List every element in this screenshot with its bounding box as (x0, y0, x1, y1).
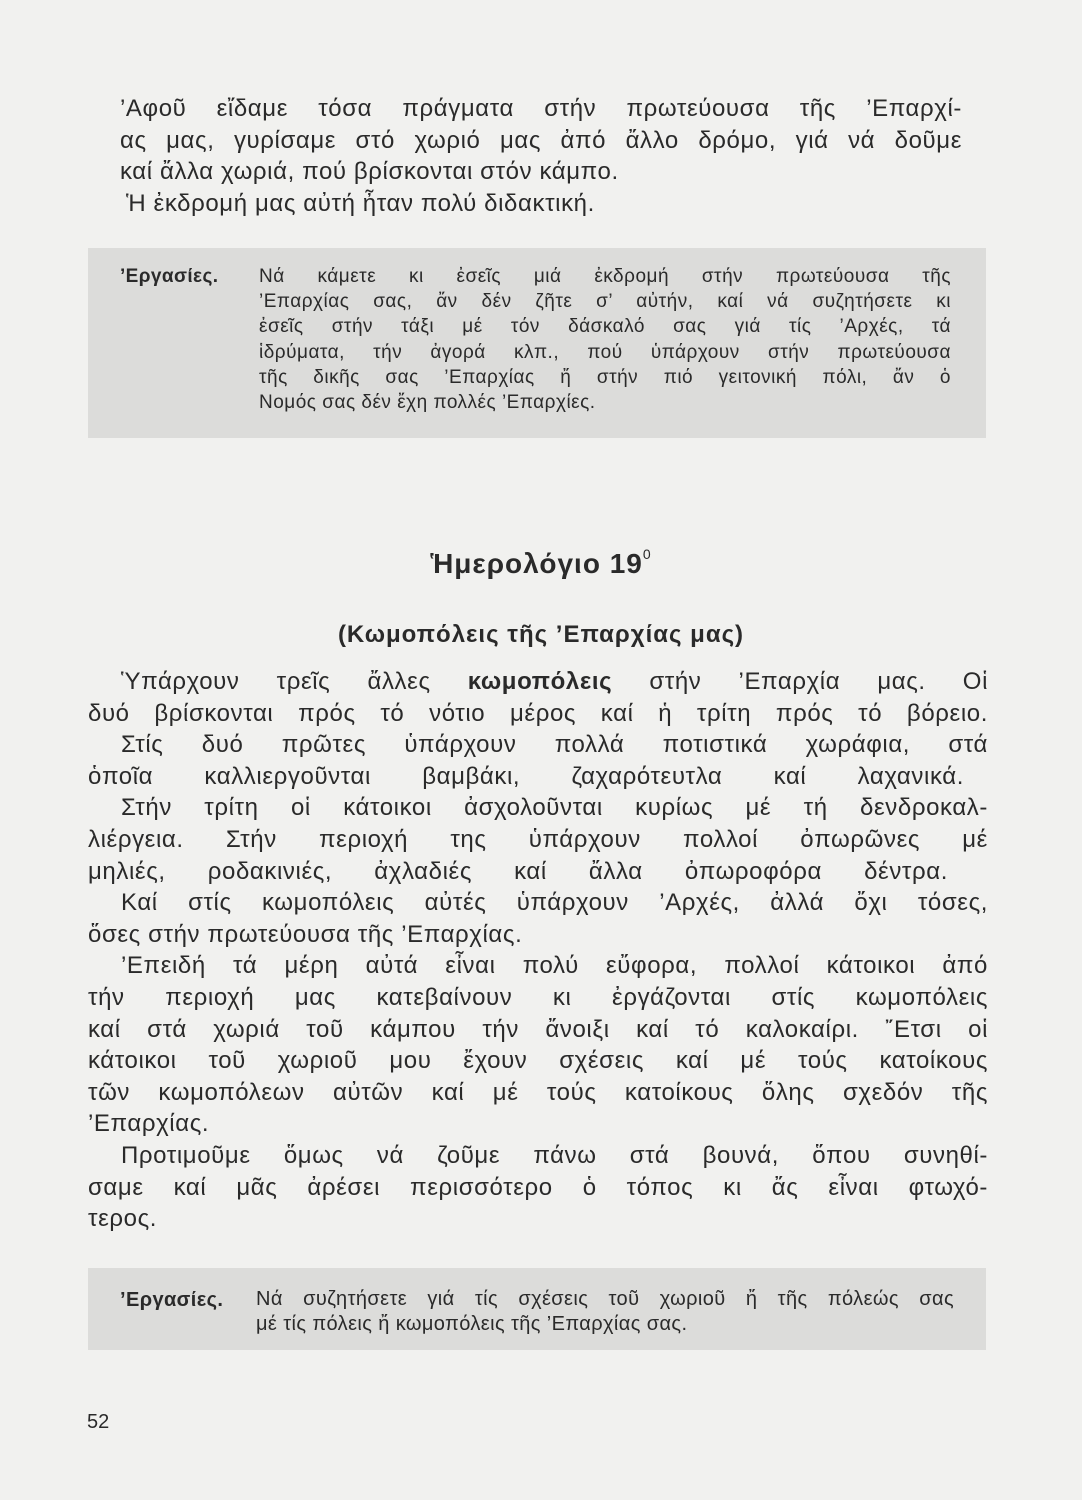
body-line: λιέργεια. Στήν περιοχή της ὑπάρχουν πολλοί ὀπωρῶνες μέ (88, 825, 988, 853)
tasks-line: ἱδρύματα, τήν ἀγορά κλπ., πού ὑπάρχουν στήν πρωτεύουσα (259, 341, 951, 363)
intro-line: ’Αφοῦ εἴδαμε τόσα πράγματα στήν πρωτεύουσα τῆς ’Επαρχί- (120, 95, 962, 122)
body-line: Προτιμοῦμε ὅμως νά ζοῦμε πάνω στά βουνά, ὅπου συνηθί- (121, 1141, 988, 1169)
body-line: σαμε καί μᾶς ἀρέσει περισσότερο ὁ τόπος κι ἄς εἶναι φτωχό- (88, 1173, 988, 1201)
tasks-box-2 (88, 1268, 986, 1350)
tasks-label: ’Εργασίες. (120, 1289, 224, 1311)
body-line: τερος. (88, 1205, 158, 1233)
intro-paragraph (120, 93, 962, 219)
tasks-box-1 (88, 248, 986, 438)
body-line: κάτοικοι τοῦ χωριοῦ μου ἔχουν σχέσεις καί μέ τούς κατοίκους (88, 1047, 988, 1075)
body-line: ὅσες στήν πρωτεύουσα τῆς ’Επαρχίας. (88, 920, 523, 948)
keyword-komopoleis: κωμοπόλεις (467, 668, 613, 695)
body-line: Ὑπάρχουν τρεῖς ἄλλες κωμοπόλεις στήν ’Επαρχία μας. Οἱ (121, 668, 988, 695)
intro-line: Ἡ ἐκδρομή μας αὐτή ἦταν πολύ διδακτική. (126, 189, 595, 217)
body-line: μηλιές, ροδακινιές, ἀχλαδιές καί ἄλλα ὀπωροφόρα δέντρα. (88, 857, 948, 885)
intro-line: καί ἄλλα χωριά, πού βρίσκονται στόν κάμπο. (120, 158, 619, 185)
tasks-line: Νά συζητήσετε γιά τίς σχέσεις τοῦ χωριοῦ ἤ τῆς πόλεώς σας (256, 1288, 954, 1310)
tasks-text (256, 1287, 954, 1337)
diary-title: Ἡμερολόγιο $19^0$ (430, 546, 652, 579)
tasks-line: τῆς δικῆς σας ’Επαρχίας ἤ στήν πιό γειτονική πόλι, ἄν ὁ (259, 366, 951, 388)
body-line: τῶν κωμοπόλεων αὐτῶν καί μέ τούς κατοίκους ὅλης σχεδόν τῆς (88, 1078, 988, 1106)
main-body (88, 666, 988, 1235)
tasks-line: ’Επαρχίας σας, ἄν δέν ζῆτε σ’ αὐτήν, καί νά συζητήσετε κι (259, 291, 951, 313)
body-line: καί στά χωριά τοῦ κάμπου τήν ἄνοιξι καί τό καλοκαίρι. ῎Ετσι οἱ (88, 1015, 988, 1043)
body-line: ’Επειδή τά μέρη αὐτά εἶναι πολύ εὔφορα, πολλοί κάτοικοι ἀπό (121, 952, 988, 980)
body-line: ’Επαρχίας. (88, 1110, 210, 1138)
tasks-line: Νομός σας δέν ἔχη πολλές ’Επαρχίες. (259, 392, 596, 414)
body-line: Στήν τρίτη οἱ κάτοικοι ἀσχολοῦνται κυρίως μέ τή δενδροκαλ- (121, 794, 988, 822)
body-line: τήν περιοχή μας κατεβαίνουν κι ἐργάζονται στίς κωμοπόλεις (88, 983, 988, 1011)
diary-title-sup: 0 (642, 546, 652, 562)
tasks-text (259, 264, 951, 415)
diary-subtitle: (Κωμοπόλεις τῆς ’Επαρχίας μας) (337, 621, 745, 648)
intro-line: ας μας, γυρίσαμε στό χωριό μας ἀπό ἄλλο δρόμο, γιά νά δοῦμε (120, 126, 962, 154)
tasks-line: Νά κάμετε κι ἐσεῖς μιά ἐκδρομή στήν πρωτεύουσα τῆς (259, 266, 951, 287)
tasks-label: ’Εργασίες. (120, 266, 219, 287)
tasks-line: μέ τίς πόλεις ἤ κωμοπόλεις τῆς ’Επαρχίας σας. (256, 1313, 688, 1335)
body-line: Καί στίς κωμοπόλεις αὐτές ὑπάρχουν ’Αρχές, ἀλλά ὄχι τόσες, (121, 889, 988, 917)
body-line: ὁποῖα καλλιεργοῦνται βαμβάκι, ζαχαρότευτλα καί λαχανικά. (88, 762, 964, 790)
body-line: δυό βρίσκονται πρός τό νότιο μέρος καί ἡ τρίτη πρός τό βόρειο. (88, 699, 988, 727)
tasks-line: ἐσεῖς στήν τάξι μέ τόν δάσκαλό σας γιά τίς ’Αρχές, τά (259, 316, 951, 338)
body-line: Στίς δυό πρῶτες ὑπάρχουν πολλά ποτιστικά χωράφια, στά (121, 731, 988, 759)
page-number: 52 (87, 1411, 110, 1433)
